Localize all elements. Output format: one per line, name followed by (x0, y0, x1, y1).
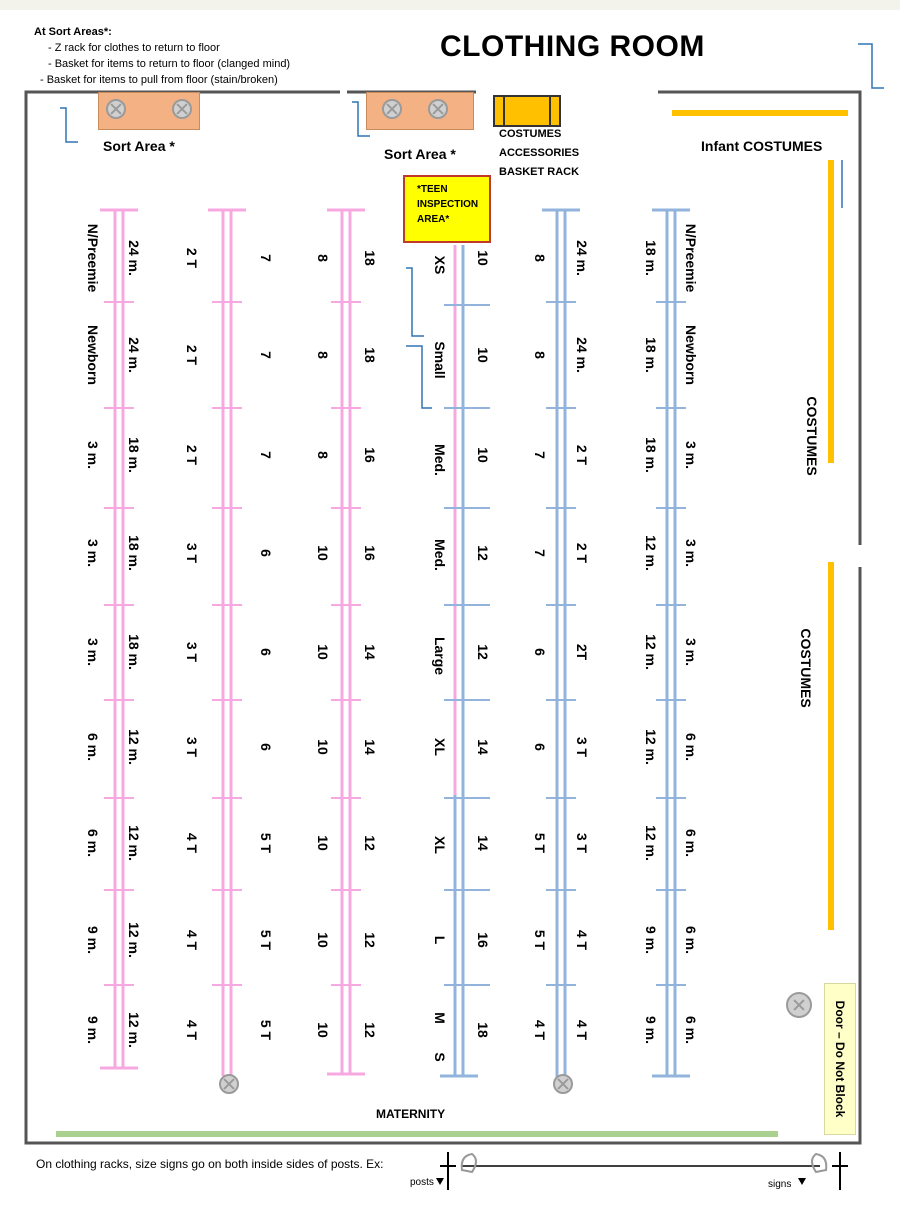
size-sign: 9 m. (85, 1015, 101, 1045)
size-sign: 3 m. (683, 440, 699, 470)
circle-x-icon (219, 1074, 239, 1094)
size-sign: Med. (432, 444, 448, 476)
size-sign: 4 T (184, 832, 200, 854)
size-sign: Med. (432, 539, 448, 571)
costumes-label-1: COSTUMES (804, 396, 820, 476)
size-sign: 12 m. (643, 634, 659, 670)
rack-2-posts (212, 302, 242, 985)
notes-item: - Z rack for clothes to return to floor (48, 42, 220, 54)
accessories-label: ACCESSORIES (499, 147, 580, 159)
size-sign: 10 (475, 250, 491, 266)
size-sign: 5 T (258, 929, 274, 951)
circle-x-icon (382, 99, 402, 119)
size-sign: L (432, 935, 448, 945)
size-sign: 4 T (184, 1019, 200, 1041)
size-sign: 16 (475, 932, 491, 948)
bracket-mark (406, 268, 424, 336)
size-sign: 8 (532, 351, 548, 359)
size-sign: 12 m. (643, 825, 659, 861)
size-sign: 6 m. (683, 1015, 699, 1045)
size-sign: 9 m. (85, 925, 101, 955)
sort-area-2-label: Sort Area * (384, 146, 456, 162)
size-sign: 3 T (184, 641, 200, 663)
size-sign: 8 (532, 254, 548, 262)
size-sign: 18 m. (126, 535, 142, 571)
size-sign: 2 T (184, 444, 200, 466)
size-sign: 12 (362, 932, 378, 948)
teen-label: *TEEN (417, 184, 448, 195)
footer-note: On clothing racks, size signs go on both inside sides of posts. Ex: (36, 1157, 384, 1171)
size-sign: 12 m. (126, 825, 142, 861)
size-sign: Large (432, 636, 448, 676)
rack-3-posts (331, 302, 361, 985)
size-sign: 12 m. (126, 729, 142, 765)
size-sign: 18 m. (126, 634, 142, 670)
size-sign: 14 (475, 835, 491, 851)
size-sign: 6 m. (683, 828, 699, 858)
size-sign: 10 (315, 1022, 331, 1038)
size-sign: 10 (315, 739, 331, 755)
size-sign: 14 (362, 739, 378, 755)
size-sign: 12 (362, 1022, 378, 1038)
notes-item: - Basket for items to pull from floor (stain/broken) (40, 74, 278, 86)
size-sign: 18 m. (643, 437, 659, 473)
size-sign: 24 m. (574, 337, 590, 373)
size-sign: XL (432, 738, 448, 756)
size-sign: XS (432, 255, 448, 275)
size-sign: 12 m. (126, 1012, 142, 1048)
size-sign: 7 (532, 451, 548, 459)
size-sign: 10 (315, 545, 331, 561)
size-sign: 6 m. (683, 732, 699, 762)
size-sign: 3 m. (683, 538, 699, 568)
circle-x-icon (553, 1074, 573, 1094)
size-sign: 3 T (184, 542, 200, 564)
size-sign: 18 m. (126, 437, 142, 473)
rack-3 (327, 210, 365, 1074)
size-sign: 18 (362, 250, 378, 266)
size-sign: 3 m. (85, 538, 101, 568)
size-sign: N/Preemie (683, 223, 699, 293)
size-sign: 6 (258, 549, 274, 557)
signs-label: signs (768, 1179, 792, 1190)
size-sign: 5 T (532, 929, 548, 951)
circle-x-icon (106, 99, 126, 119)
area-label: AREA* (417, 214, 450, 225)
size-sign: 8 (315, 351, 331, 359)
circle-x-icon (786, 992, 812, 1018)
size-sign: 6 (532, 743, 548, 751)
size-sign: 7 (532, 549, 548, 557)
size-sign: 2 T (184, 247, 200, 269)
inspection-label: INSPECTION (417, 199, 479, 210)
size-sign: 7 (258, 254, 274, 262)
posts-arrow (436, 1178, 444, 1185)
size-sign: 24 m. (126, 337, 142, 373)
size-sign: XL (432, 836, 448, 854)
size-sign: 6 m. (85, 828, 101, 858)
size-sign: 7 (258, 451, 274, 459)
size-sign: 10 (315, 932, 331, 948)
size-sign: 2 T (574, 542, 590, 564)
door (824, 983, 856, 1135)
size-sign: 5 T (532, 832, 548, 854)
size-sign: 7 (258, 351, 274, 359)
size-sign: Newborn (683, 325, 699, 385)
circle-x-icon (172, 99, 192, 119)
size-sign: 8 (315, 254, 331, 262)
size-sign: 4 T (532, 1019, 548, 1041)
size-sign: 18 (362, 347, 378, 363)
size-sign: 12 m. (643, 535, 659, 571)
page-title: CLOTHING ROOM (440, 30, 705, 63)
size-sign: S (432, 1052, 448, 1062)
bracket-mark (60, 108, 78, 142)
size-sign: 12 (475, 644, 491, 660)
size-sign: 16 (362, 447, 378, 463)
size-sign: 5 T (258, 832, 274, 854)
size-sign: 4 T (184, 929, 200, 951)
size-sign: M (432, 1012, 448, 1024)
size-sign: 2 T (574, 444, 590, 466)
rack-2 (208, 210, 246, 1076)
size-sign: 12 (362, 835, 378, 851)
notes-item: - Basket for items to return to floor (clanged mind) (48, 58, 291, 70)
size-sign: 24 m. (574, 240, 590, 276)
size-sign: 3 m. (683, 637, 699, 667)
size-sign: 6 (532, 648, 548, 656)
size-sign: 18 m. (643, 240, 659, 276)
size-sign: 4 T (574, 1019, 590, 1041)
size-sign: 14 (475, 739, 491, 755)
maternity-label: MATERNITY (376, 1107, 446, 1121)
size-sign: N/Preemie (85, 223, 101, 293)
size-sign: 4 T (574, 929, 590, 951)
posts-label: posts (410, 1177, 434, 1188)
size-sign: 6 m. (683, 925, 699, 955)
size-sign: 9 m. (643, 925, 659, 955)
size-sign: 6 (258, 648, 274, 656)
size-sign: 12 m. (126, 922, 142, 958)
size-sign: 2T (574, 643, 590, 661)
size-sign: 8 (315, 451, 331, 459)
infant-costumes-label: Infant COSTUMES (701, 138, 823, 154)
bracket-mark (406, 346, 432, 408)
size-sign: 3 T (574, 736, 590, 758)
size-sign: 6 (258, 743, 274, 751)
size-sign: 3 m. (85, 440, 101, 470)
size-sign: 18 (475, 1022, 491, 1038)
size-sign: 10 (315, 835, 331, 851)
size-sign: 18 m. (643, 337, 659, 373)
size-sign: 5 T (258, 1019, 274, 1041)
circle-x-icon (428, 99, 448, 119)
costumes-label-2: COSTUMES (798, 628, 814, 708)
notes-heading: At Sort Areas*: (34, 26, 112, 38)
signs-arrow (798, 1178, 806, 1185)
size-sign: Newborn (85, 325, 101, 385)
sort-area-1-label: Sort Area * (103, 138, 175, 154)
size-sign: 3 T (574, 832, 590, 854)
size-sign: 3 T (184, 736, 200, 758)
size-sign: 6 m. (85, 732, 101, 762)
rack-5-posts (546, 302, 576, 985)
size-sign: 10 (475, 447, 491, 463)
rack-6-posts (656, 302, 686, 985)
size-sign: 3 m. (85, 637, 101, 667)
size-sign: 10 (475, 347, 491, 363)
size-sign: 12 (475, 545, 491, 561)
size-sign: 2 T (184, 344, 200, 366)
costumes-label: COSTUMES (499, 128, 562, 140)
size-sign: 16 (362, 545, 378, 561)
size-sign: 10 (315, 644, 331, 660)
size-sign: 14 (362, 644, 378, 660)
size-sign: 9 m. (643, 1015, 659, 1045)
size-sign: 12 m. (643, 729, 659, 765)
teen-inspection-area (403, 175, 491, 243)
basket-rack-label: BASKET RACK (499, 166, 580, 178)
wall-left-top (26, 92, 860, 1143)
bracket-mark (858, 44, 884, 88)
size-sign: 24 m. (126, 240, 142, 276)
door-label: Door – Do Not Block (833, 1000, 847, 1118)
size-sign: Small (432, 341, 448, 379)
